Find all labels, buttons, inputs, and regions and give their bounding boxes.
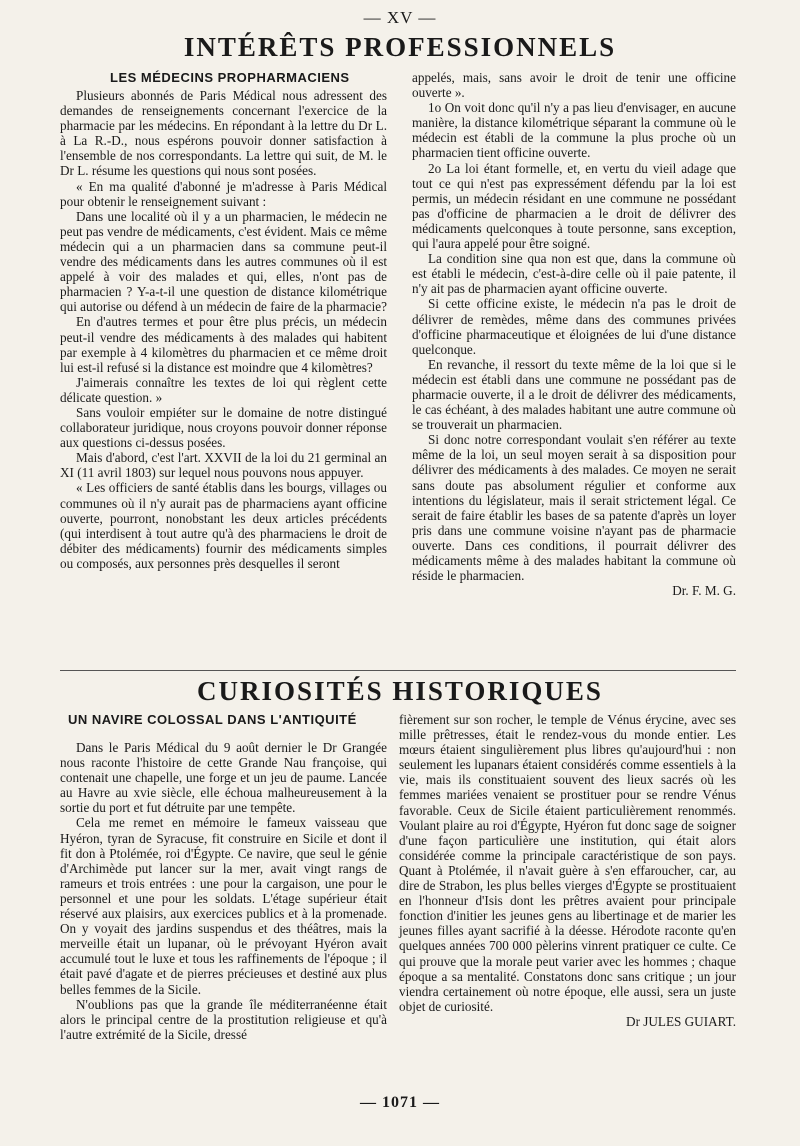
paragraph: « Les officiers de santé établis dans les bourgs, villages ou communes où il n'y aurait pas de pharmaciens ayant officine ouverte, pourront, nonobstant les deux articles précédents (qui interdisent à tout autre qu'à des pharmaciens le droit de débiter des médicaments) fournir des médicaments simples ou composés, aux personnes près desquelles il seront: [60, 480, 387, 571]
paragraph: J'aimerais connaître les textes de loi qui règlent cette délicate question. »: [60, 374, 387, 405]
article2-column-left: [60, 740, 387, 1042]
paragraph: Cela me remet en mémoire le fameux vaisseau que Hyéron, tyran de Syracuse, fit construire en Sicile et dont il fit don à Ptolémée, roi d'Égypte. Ce navire, que seul le génie d'Archimède put lancer sur la mer, avait vingt rangs de rameurs et trois entrées : une pour la cargaison, une pour le personnel et une pour les soldats. L'étage supérieur était réservé aux plaisirs, aux exercices publics et à la promenade. On y voyait des jardins suspendus et des théâtres, mais la merveille était un lupanar, où le prévoyant Hyéron avait accumulé tout le luxe et tous les raffinements de l'époque ; il était pavé d'agate et de pierres précieuses et destiné aux plus belles femmes de la Sicile.: [60, 815, 387, 997]
article2-signature: Dr JULES GUIART.: [626, 1013, 736, 1029]
paragraph: Sans vouloir empiéter sur le domaine de notre distingué collaborateur juridique, nous croyons pouvoir donner réponse aux questions ci-dessus posées.: [60, 404, 387, 451]
paragraph: Si donc notre correspondant voulait s'en référer au texte même de la loi, un seul moyen serait à sa disposition pour délivrer des médicaments à des malades. Ce moyen ne serait sans doute pas absolument régulier et conforme aux intentions du législateur, mais il serait strictement légal. Ce serait de faire établir les bases de sa patente d'après un loyer pris dans une commune voisine n'ayant pas de pharmacie ouverte. Dans ces conditions, il pourrait délivrer des médicaments même à des malades habitant la commune où réside le pharmacien.: [412, 432, 736, 584]
article2-column-right: [399, 712, 736, 1029]
paragraph: Si cette officine existe, le médecin n'a pas le droit de délivrer de remèdes, même dans des communes privées d'officine pharmaceutique et éloignées de lui d'une distance quelconque.: [412, 296, 736, 357]
paragraph: Mais d'abord, c'est l'art. XXVII de la loi du 21 germinal an XI (11 avril 1803) sur lequel nous pouvons nous appuyer.: [60, 450, 387, 481]
section-title-interets: INTÉRÊTS PROFESSIONNELS: [183, 32, 617, 62]
page-folio-bottom: — 1071 —: [360, 1094, 440, 1111]
page-folio-top: — XV —: [363, 8, 437, 27]
paragraph: fièrement sur son rocher, le temple de Vénus érycine, avec ses mille prêtresses, était le rendez-vous du monde entier. Les mœurs étaient singulièrement plus libres qu'aujourd'hui : non seulement les lupanars étaient considérés comme essentiels à la vie, mais ils constituaient souvent des lieux sacrés où les femmes mariées venaient se prostituer pour se rendre Vénus favorable. Ceux de Sicile étaient particulièrement renommés. Voulant plaire au roi d'Égypte, Hyéron fut donc sage de soigner d'une façon particulière une institution, qui était alors considérée comme la principale caractéristique de son pays. Quant à Ptolémée, il n'avait guère à s'en effaroucher, car, au dire de Strabon, les plus belles vierges d'Égypte se prostituaient en l'honneur d'Isis dont les prêtres avaient pour principale fonction d'initier les jeunes gens au libertinage et de marier les jeunes filles ayant sacrifié à la déesse. Hérodote raconte qu'en quelques années 700 000 pèlerins vinrent pratiquer ce culte. Ce qui prouve que la morale peut varier avec les hommes ; chaque époque a sa mentalité. Constatons donc sans critique ; un jour viendra certainement où notre époque, elle aussi, sera un juste objet de curiosité.: [399, 712, 736, 1014]
paragraph: « En ma qualité d'abonné je m'adresse à Paris Médical pour obtenir le renseignement suivant :: [60, 178, 387, 209]
paragraph: Dans une localité où il y a un pharmacien, le médecin ne peut pas vendre de médicaments, c'est évident. Mais ce même médecin qui a un pharmacien dans sa commune peut-il vendre des médicaments dans les autres communes où il est appelé à voir des malades et qui, elles, n'ont pas de pharmacien ? Y-a-t-il une question de distance kilométrique qui autorise ou défend à un médecin de faire de la pharmacie?: [60, 208, 387, 315]
paragraph: En revanche, il ressort du texte même de la loi que si le médecin est établi dans une commune ne possédant pas de pharmacie ouverte, il a le droit de délivrer des médicaments, le cas échéant, à des malades habitant une autre commune où se trouverait un pharmacien.: [412, 356, 736, 433]
paragraph: Dans le Paris Médical du 9 août dernier le Dr Grangée nous raconte l'histoire de cette Grande Nau françoise, qui contenait une chapelle, une forge et un jeu de paume. Lancée au Havre au xvie siècle, elle échoua malheureusement à la sortie du port et fut détruite par une tempête.: [60, 740, 387, 816]
paragraph: N'oublions pas que la grande île méditerranéenne était alors le principal centre de la prostitution religieuse et qu'à l'autre extrémité de la Sicile, dressé: [60, 996, 387, 1042]
article1-column-left: [60, 88, 387, 571]
article-subtitle-navire: UN NAVIRE COLOSSAL DANS L'ANTIQUITÉ: [68, 712, 357, 727]
article-subtitle-medecins: LES MÉDECINS PROPHARMACIENS: [110, 70, 350, 85]
section-divider: [60, 670, 736, 671]
paragraph: appelés, mais, sans avoir le droit de tenir une officine ouverte ».: [412, 70, 736, 101]
paragraph: Plusieurs abonnés de Paris Médical nous adressent des demandes de renseignements concernant l'exercice de la pharmacie par les médecins. En répondant à la lettre du Dr L. à La R.-D., nous espérons pouvoir donner satisfaction à l'ensemble de nos correspondants. La lettre qui suit, de M. le Dr L. résume les questions qui nous sont posées.: [60, 88, 387, 179]
paragraph: En d'autres termes et pour être plus précis, un médecin peut-il vendre des médicaments à des malades qui habitent par exemple à 4 kilomètres du pharmacien et ce même droit lui est-il refusé si la distance est moindre que 4 kilomètres?: [60, 314, 387, 375]
paragraph: La condition sine qua non est que, dans la commune où est établi le médecin, c'est-à-dire celle où il paie patente, il n'y ait pas de pharmacien ayant officine ouverte.: [412, 251, 736, 297]
article1-signature: Dr. F. M. G.: [672, 583, 736, 599]
paragraph: 1o On voit donc qu'il n'y a pas lieu d'envisager, en aucune manière, la distance kilométrique séparant la commune où le médecin est établi de la commune la plus proche où un pharmacien tient officine ouverte.: [412, 100, 736, 161]
article1-column-right: [412, 70, 736, 598]
paragraph: 2o La loi étant formelle, et, en vertu du vieil adage que tout ce qui n'est pas expressément défendu par la loi est permis, un médecin résidant en une commune ne possédant pas d'officine de pharmacien a le droit de délivrer des médicaments quelconques à toute personne, sans exception, qui l'aura appelé pour être soigné.: [412, 160, 736, 252]
section-title-curiosites: CURIOSITÉS HISTORIQUES: [197, 676, 603, 706]
